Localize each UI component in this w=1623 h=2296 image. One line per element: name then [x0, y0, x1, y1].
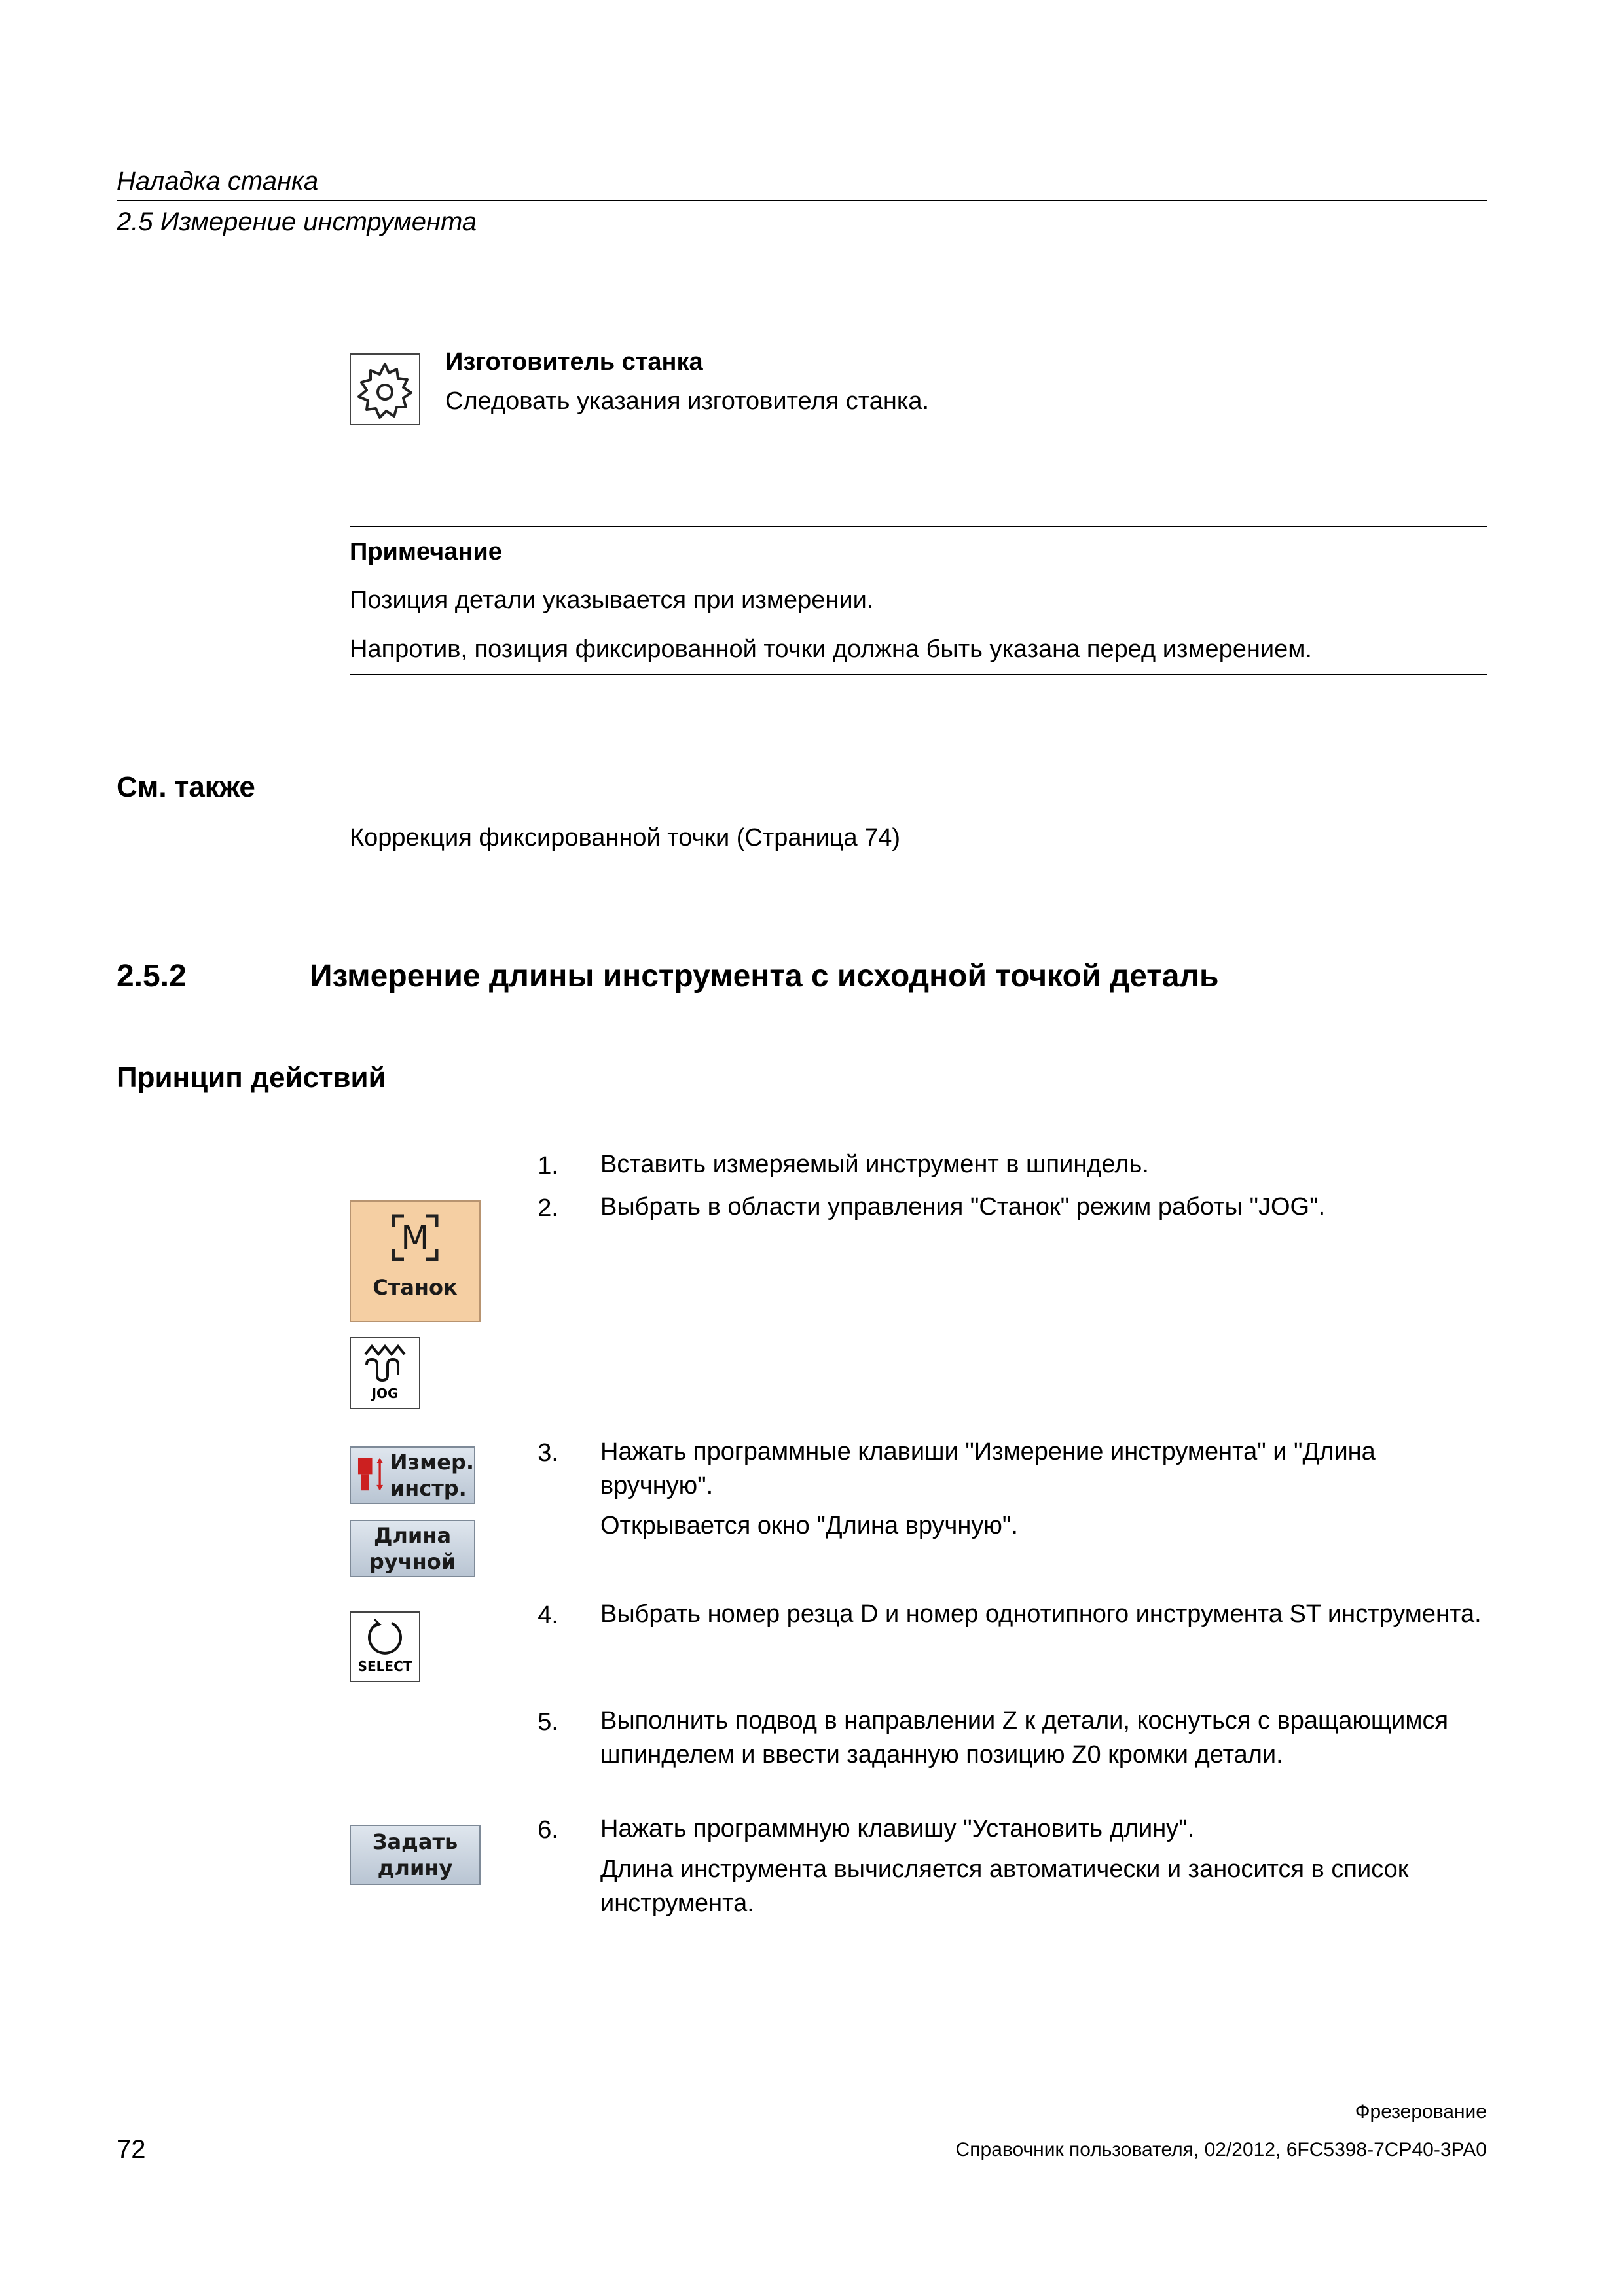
- section-number: 2.5.2: [117, 959, 187, 994]
- set-length-label-2: длину: [377, 1856, 453, 1880]
- step-3-text: Нажать программные клавиши "Измерение инструмента" и "Длина вручную".: [600, 1438, 1376, 1499]
- step-6-subtext: Длина инструмента вычисляется автоматически и заносится в список инструмента.: [600, 1856, 1409, 1917]
- measure-tool-button[interactable]: [350, 1446, 475, 1504]
- note-line-2: Напротив, позиция фиксированной точки должна быть указана перед измерением.: [350, 636, 1312, 663]
- length-manual-label-1: Длина: [373, 1523, 452, 1548]
- principle-title: Принцип действий: [117, 1062, 386, 1094]
- select-label: SELECT: [357, 1659, 412, 1674]
- length-manual-button[interactable]: [350, 1520, 475, 1577]
- gear-icon: [350, 353, 420, 425]
- step-6-number: 6.: [538, 1816, 558, 1844]
- step-5-number: 5.: [538, 1708, 558, 1736]
- select-cycle-icon: [364, 1617, 406, 1659]
- section-title: Измерение длины инструмента с исходной точкой деталь: [310, 959, 1219, 994]
- jog-label: JOG: [371, 1386, 399, 1401]
- note-top-rule: [350, 526, 1487, 527]
- footer-page-number: 72: [117, 2135, 146, 2164]
- step-2-number: 2.: [538, 1194, 558, 1222]
- header-chapter: Наладка станка: [117, 167, 319, 196]
- length-manual-label-2: ручной: [369, 1549, 456, 1574]
- header-section: 2.5 Измерение инструмента: [117, 207, 477, 236]
- note-line-1: Позиция детали указывается при измерении.: [350, 586, 874, 614]
- machine-button[interactable]: [350, 1200, 481, 1322]
- tool-measure-icon: [355, 1449, 388, 1501]
- set-length-button[interactable]: [350, 1825, 481, 1885]
- header-rule: [117, 200, 1487, 201]
- note-title: Примечание: [350, 538, 502, 565]
- see-also-link[interactable]: Коррекция фиксированной точки (Страница 74): [350, 824, 901, 852]
- measure-tool-label-1: Измер.: [390, 1450, 474, 1475]
- measure-tool-label-2: инстр.: [390, 1476, 467, 1501]
- manufacturer-text: Следовать указания изготовителя станка.: [445, 387, 930, 415]
- machine-button-label: Станок: [373, 1275, 458, 1300]
- set-length-label-1: Задать: [372, 1829, 458, 1854]
- step-4-text: Выбрать номер резца D и номер однотипного инструмента ST инструмента.: [600, 1600, 1482, 1628]
- see-also-title: См. также: [117, 771, 255, 803]
- step-1-text: Вставить измеряемый инструмент в шпиндель.: [600, 1151, 1149, 1178]
- step-3-number: 3.: [538, 1439, 558, 1467]
- step-5-text: Выполнить подвод в направлении Z к детали, коснуться с вращающимся шпинделем и ввести заданную позицию Z0 кромки детали.: [600, 1707, 1449, 1768]
- manufacturer-title: Изготовитель станка: [445, 348, 703, 376]
- step-2-text: Выбрать в области управления "Станок" режим работы "JOG".: [600, 1193, 1326, 1221]
- step-3-subtext: Открывается окно "Длина вручную".: [600, 1512, 1018, 1539]
- step-4-number: 4.: [538, 1602, 558, 1629]
- step-1-number: 1.: [538, 1152, 558, 1179]
- machine-icon: M: [391, 1213, 439, 1262]
- jog-button[interactable]: [350, 1337, 420, 1409]
- note-bottom-rule: [350, 674, 1487, 675]
- select-button[interactable]: [350, 1611, 420, 1682]
- jog-wave-icon: [359, 1342, 411, 1386]
- footer-book: Фрезерование: [1355, 2101, 1487, 2123]
- step-6-text: Нажать программную клавишу "Установить длину".: [600, 1815, 1195, 1842]
- footer-reference: Справочник пользователя, 02/2012, 6FC5398-7CP40-3PA0: [955, 2139, 1487, 2161]
